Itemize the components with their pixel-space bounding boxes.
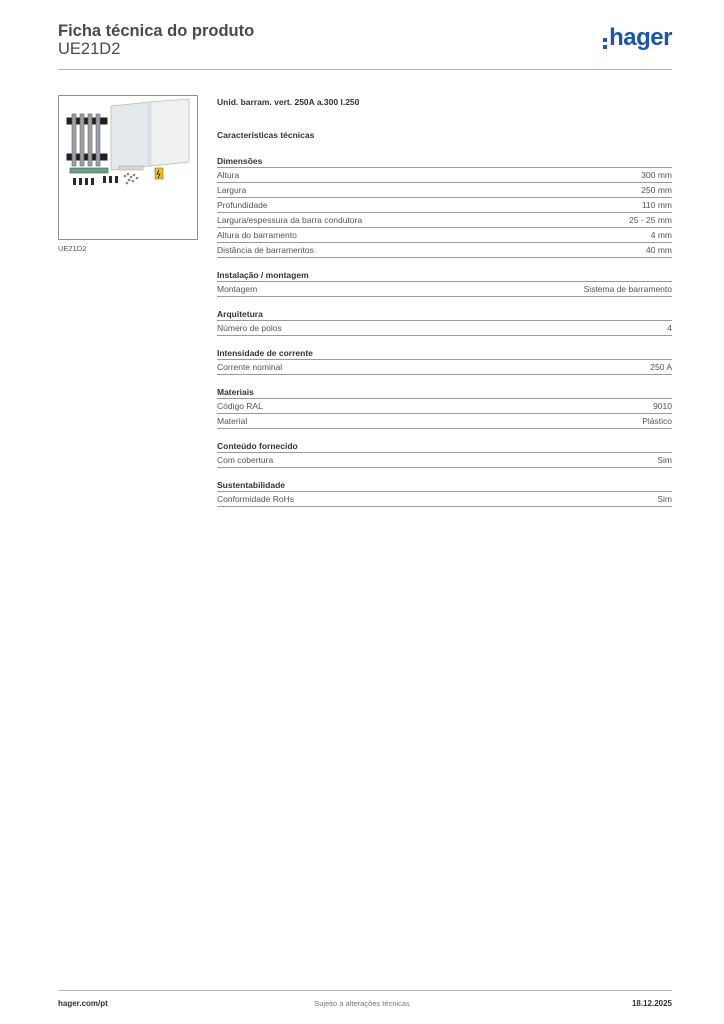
technical-specifications bbox=[217, 96, 672, 507]
spec-label: Altura bbox=[217, 170, 240, 180]
product-reference: UE21D2 bbox=[58, 40, 121, 58]
spec-label: Montagem bbox=[217, 284, 258, 294]
spec-row bbox=[217, 168, 672, 183]
spec-label: Profundidade bbox=[217, 200, 268, 210]
spec-label: Conformidade RoHs bbox=[217, 494, 295, 504]
spec-row bbox=[217, 228, 672, 243]
spec-value: 25 - 25 mm bbox=[629, 215, 672, 225]
spec-row bbox=[217, 213, 672, 228]
section-title: Intensidade de corrente bbox=[217, 347, 672, 360]
spec-value: 40 mm bbox=[646, 245, 672, 255]
logo-dots-icon bbox=[603, 38, 607, 49]
spec-label: Distância de barramentos bbox=[217, 245, 314, 255]
section-title: Instalação / montagem bbox=[217, 269, 672, 282]
busbar-kit-product-photo-icon bbox=[59, 96, 197, 239]
spec-row bbox=[217, 360, 672, 375]
spec-label: Altura do barramento bbox=[217, 230, 297, 240]
spec-label: Corrente nominal bbox=[217, 362, 283, 372]
spec-row bbox=[217, 243, 672, 258]
logo-text: hager bbox=[609, 24, 672, 51]
product-image bbox=[58, 95, 198, 240]
section-title: Materiais bbox=[217, 386, 672, 399]
spec-row bbox=[217, 321, 672, 336]
spec-row bbox=[217, 282, 672, 297]
section-title: Arquitetura bbox=[217, 308, 672, 321]
spec-section bbox=[217, 155, 672, 258]
spec-value: 250 A bbox=[650, 362, 672, 372]
page-header bbox=[58, 22, 672, 70]
footer-note: Sujeito a alterações técnicas bbox=[314, 999, 410, 1008]
hager-logo[interactable] bbox=[603, 26, 672, 52]
spec-value: 9010 bbox=[653, 401, 672, 411]
footer-date: 18.12.2025 bbox=[631, 999, 672, 1008]
product-name: Unid. barram. vert. 250A a.300 l.250 bbox=[217, 97, 360, 107]
spec-label: Com cobertura bbox=[217, 455, 274, 465]
spec-value: 4 mm bbox=[650, 230, 672, 240]
spec-label: Largura bbox=[217, 185, 247, 195]
spec-row bbox=[217, 198, 672, 213]
spec-label: Número de polos bbox=[217, 323, 282, 333]
spec-row bbox=[217, 492, 672, 507]
spec-row bbox=[217, 453, 672, 468]
spec-value: 4 bbox=[667, 323, 672, 333]
section-title: Dimensões bbox=[217, 155, 672, 168]
spec-row bbox=[217, 414, 672, 429]
spec-label: Largura/espessura da barra condutora bbox=[217, 215, 363, 225]
document-title: Ficha técnica do produto bbox=[58, 22, 255, 40]
spec-value: 300 mm bbox=[641, 170, 672, 180]
spec-row bbox=[217, 183, 672, 198]
image-caption: UE21D2 bbox=[58, 244, 87, 253]
section-title: Conteúdo fornecido bbox=[217, 440, 672, 453]
characteristics-heading: Características técnicas bbox=[217, 130, 315, 140]
footer-divider bbox=[58, 990, 672, 991]
spec-value: 110 mm bbox=[641, 200, 672, 210]
spec-value: Sistema de barramento bbox=[583, 284, 672, 294]
spec-section bbox=[217, 269, 672, 297]
spec-value: Sim bbox=[657, 494, 672, 504]
header-divider bbox=[58, 69, 672, 70]
spec-label: Material bbox=[217, 416, 248, 426]
spec-value: 250 mm bbox=[641, 185, 672, 195]
section-title: Sustentabilidade bbox=[217, 479, 672, 492]
spec-section bbox=[217, 440, 672, 468]
spec-section bbox=[217, 347, 672, 375]
spec-section bbox=[217, 479, 672, 507]
spec-value: Sim bbox=[657, 455, 672, 465]
spec-row bbox=[217, 399, 672, 414]
spec-sections bbox=[217, 155, 672, 507]
spec-value: Plástico bbox=[642, 416, 672, 426]
spec-label: Código RAL bbox=[217, 401, 263, 411]
spec-section bbox=[217, 308, 672, 336]
footer-website-link[interactable]: hager.com/pt bbox=[58, 999, 108, 1008]
spec-section bbox=[217, 386, 672, 429]
